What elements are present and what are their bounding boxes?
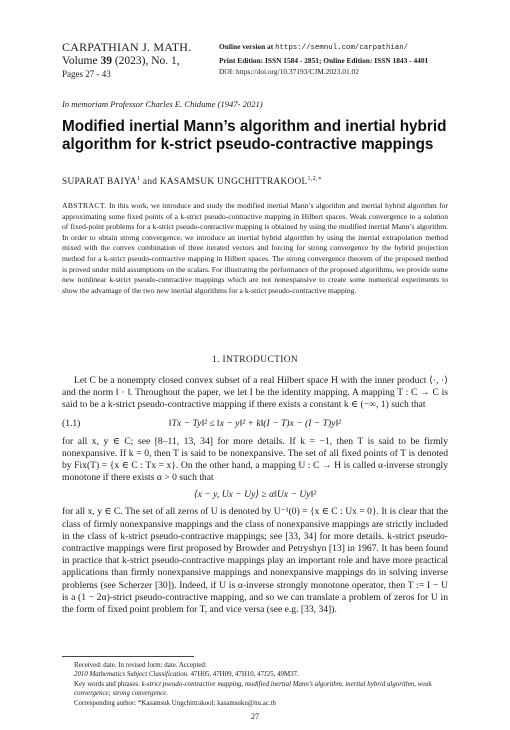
page-number: 27 — [251, 712, 259, 721]
footnote-divider — [62, 656, 194, 657]
abstract — [62, 201, 448, 296]
equation-expression: ⟨x − y, Ux − Uy⟩ ≥ α‖Ux − Uy‖² — [193, 489, 317, 501]
journal-name: CARPATHIAN J. MATH. — [62, 40, 192, 54]
body-text — [62, 375, 448, 616]
issn-line: Print Edition: ISSN 1584 - 2851; Online Edition: ISSN 1843 - 4401 — [219, 55, 429, 65]
author-2: KASAMSUK UNGCHITTRAKOOL — [159, 177, 308, 188]
equation-expression: ‖Tx − Ty‖² ≤ ‖x − y‖² + k‖(I − T)x − (I − T)y‖² — [168, 417, 342, 429]
author-line: SUPARAT BAIYA$^1$ and KASAMSUK $UNGCHITTRAKOOL^{1,2,∗}$ — [62, 176, 323, 188]
volume-line: Volume 39 (2023), No. 1, — [62, 55, 180, 67]
paper-title: Modified inertial Mann’s algorithm and inertial hybrid algorithm for k-strict pseudo-contractive mappings — [62, 118, 447, 153]
volume-number: 39 — [100, 55, 112, 67]
footnotes — [62, 661, 448, 708]
author-1: SUPARAT BAIYA — [62, 177, 137, 188]
equation-number: (1.1) — [62, 417, 81, 429]
received-note: Received: date. In revised form: date. Accepted: — [74, 662, 207, 669]
section-heading: 1. INTRODUCTION — [211, 355, 299, 365]
msc-note: 2010 Mathematics Subject Classification. 47H05, 47H09, 47H10, 47J25, 49M37. — [74, 671, 299, 679]
online-version: Online version at https://semnul.com/carpathian/ — [219, 42, 409, 52]
doi-link[interactable]: DOI: https://doi.org/10.37193/CJM.2023.01.02 — [219, 67, 359, 77]
paragraph-1: Let C be a nonempty closed convex subset of a real Hilbert space H with the inner product ⟨·, ·⟩ and the norm ‖ · ‖. Throughout the paper, we let I be the identity mapping. A mapping T : C → C is said to be a k-strict pseudo-contractive mapping if there exists a constant k ∈ (−∞, 1) such that — [62, 375, 448, 411]
abstract-label: ABSTRACT. — [62, 201, 107, 210]
paragraph-3: for all x, y ∈ C. The set of all zeros of U is denoted by U⁻¹(0) = {x ∈ C : Ux = 0}. It is clear that the class of firmly nonexpansive mappings and the class of nonexpansive mappings are strictly included in the class of k-strict pseudo-contractive mappings; see [33, 34] for more details. k-strict pseudo-contractive mappings were first proposed by Browder and Petryshyn [13] in 1967. It has been found in practice that k-strict pseudo-contractive mappings play an important role and have more practical applications than firmly nonexpansive mappings and nonexpansive mappings do in solving inverse problems (see Scherzer [30]). Indeed, if U is α-inverse strongly monotone operator, then T := I − U is a (1 − 2α)-strict pseudo-contractive mapping, and so we can translate a problem of zeros for U in the form of fixed point problem for T, and vice versa (see e.g. [33, 34]). — [62, 506, 448, 616]
online-url-link[interactable]: https://semnul.com/carpathian/ — [275, 44, 409, 52]
publication-info — [219, 41, 459, 78]
keywords-note: Key words and phrases. k-strict pseudo-contractive mapping, modified inertial Mann’s algorithm, inertial hybrid algorithm, weak convergence; strong convergence. — [74, 680, 432, 698]
page-range: Pages 27 - 43 — [62, 69, 111, 79]
memoriam-dedication: In memoriam Professor Charles E. Chidume (1947- 2021) — [62, 99, 263, 109]
corresponding-author-note: Corresponding author: *Kasamsuk Ungchittrakool; kasamsuku@nu.ac.th — [74, 699, 276, 707]
paragraph-2: for all x, y ∈ C; see [8–11, 13, 34] for more details. If k = −1, then T is said to be firmly nonexpansive. If k = 0, then T is said to be nonexpansive. The set of all fixed points of T is denoted by Fix(T) = {x ∈ C : Tx = x}. On the other hand, a mapping U : C → H is called α-inverse strongly monotone if there exists α > 0 such that — [62, 435, 448, 484]
equation-2 — [62, 484, 448, 506]
equation-1-1 — [62, 412, 448, 436]
journal-header — [62, 40, 212, 81]
abstract-text: In this work, we introduce and study the modified inertial Mann’s algorithm and inertial hybrid algorithm for approximating some fixed points of a k-strict pseudo-contractive mapping in Hilbert spaces. Weak convergence to a solution of fixed-point problems for a k-strict pseudo-contractive mapping is obtained by using the modified inertial Mann’s algorithm. In order to obtain strong convergence, we introduce an inertial hybrid algorithm by using the inertial extrapolation method mixed with the convex combination of three iterated vectors and forcing for strong convergence by the hybrid projection method for a k-strict pseudo-contractive mapping in Hilbert spaces. The strong convergence theorem of the proposed method is proved under mild assumptions on the scalars. For illustrating the performance of the proposed algorithms, we provide some new nonlinear k-strict pseudo-contractive mappings which are not nonexpansive to create some numerical experiments to show the advantage of the two new inertial algorithms for a k-strict pseudo-contractive mapping. — [62, 201, 449, 295]
